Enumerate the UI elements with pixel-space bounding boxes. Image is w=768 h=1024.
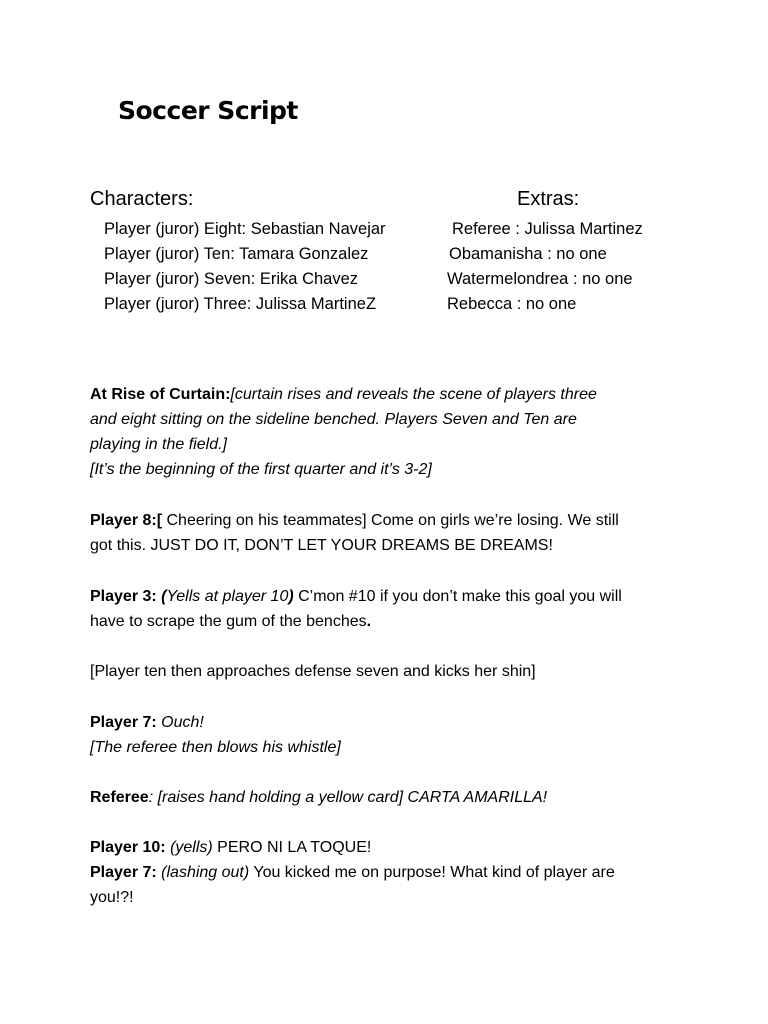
extra-item: Rebecca : no one — [447, 295, 577, 313]
stage-direction: [Player ten then approaches defense seven and kicks her shin] — [90, 663, 536, 680]
stage-direction: [The referee then blows his whistle] — [90, 739, 341, 756]
dialogue-player-8: Player 8:[ Cheering on his teammates] Come on girls we’re losing. We still got this. JUST DO IT, DON’T LET YOUR DREAMS BE DREAMS! — [90, 512, 619, 554]
stage-direction-rise: At Rise of Curtain:[curtain rises and reveals the scene of players three and eight sitting on the sideline benched. Players Seven and Ten are playing in the field.] [It’s the beginning of the first quarter and it’s 3-2] — [90, 386, 597, 478]
dialogue-player-10: Player 10: (yells) PERO NI LA TOQUE! — [90, 839, 372, 856]
speaker-label: Player 7: — [90, 864, 162, 881]
character-item: Player (juror) Seven: Erika Chavez — [104, 270, 359, 288]
speaker-label: Referee — [90, 789, 149, 806]
dialogue-referee: Referee: [raises hand holding a yellow card] CARTA AMARILLA! — [90, 789, 548, 806]
character-item: Player (juror) Eight: Sebastian Navejar — [104, 220, 386, 238]
extra-item: Referee : Julissa Martinez — [452, 220, 643, 238]
characters-heading: Characters: — [90, 188, 194, 210]
extra-item: Obamanisha : no one — [449, 245, 607, 263]
speaker-label: Player 10: — [90, 839, 171, 856]
dialogue-player-7: Player 7: Ouch! [The referee then blows his whistle] — [90, 710, 690, 760]
speaker-label: Player 8:[ — [90, 512, 163, 529]
dialogue-player-7-second: Player 7: (lashing out) You kicked me on purpose! What kind of player are you!?! — [90, 864, 615, 906]
character-item: Player (juror) Three: Julissa MartineZ — [104, 295, 377, 313]
speaker-label: Player 3: — [90, 588, 162, 605]
scene-label: At Rise of Curtain: — [90, 386, 231, 403]
dialogue-player-3: Player 3: (Yells at player 10) C’mon #10 if you don’t make this goal you will have to scrape the gum of the benches. — [90, 588, 622, 630]
extras-heading: Extras: — [517, 188, 580, 210]
character-item: Player (juror) Ten: Tamara Gonzalez — [104, 245, 369, 263]
extra-item: Watermelondrea : no one — [447, 270, 633, 288]
speaker-label: Player 7: — [90, 714, 162, 731]
document-title: Soccer Script — [118, 96, 298, 125]
